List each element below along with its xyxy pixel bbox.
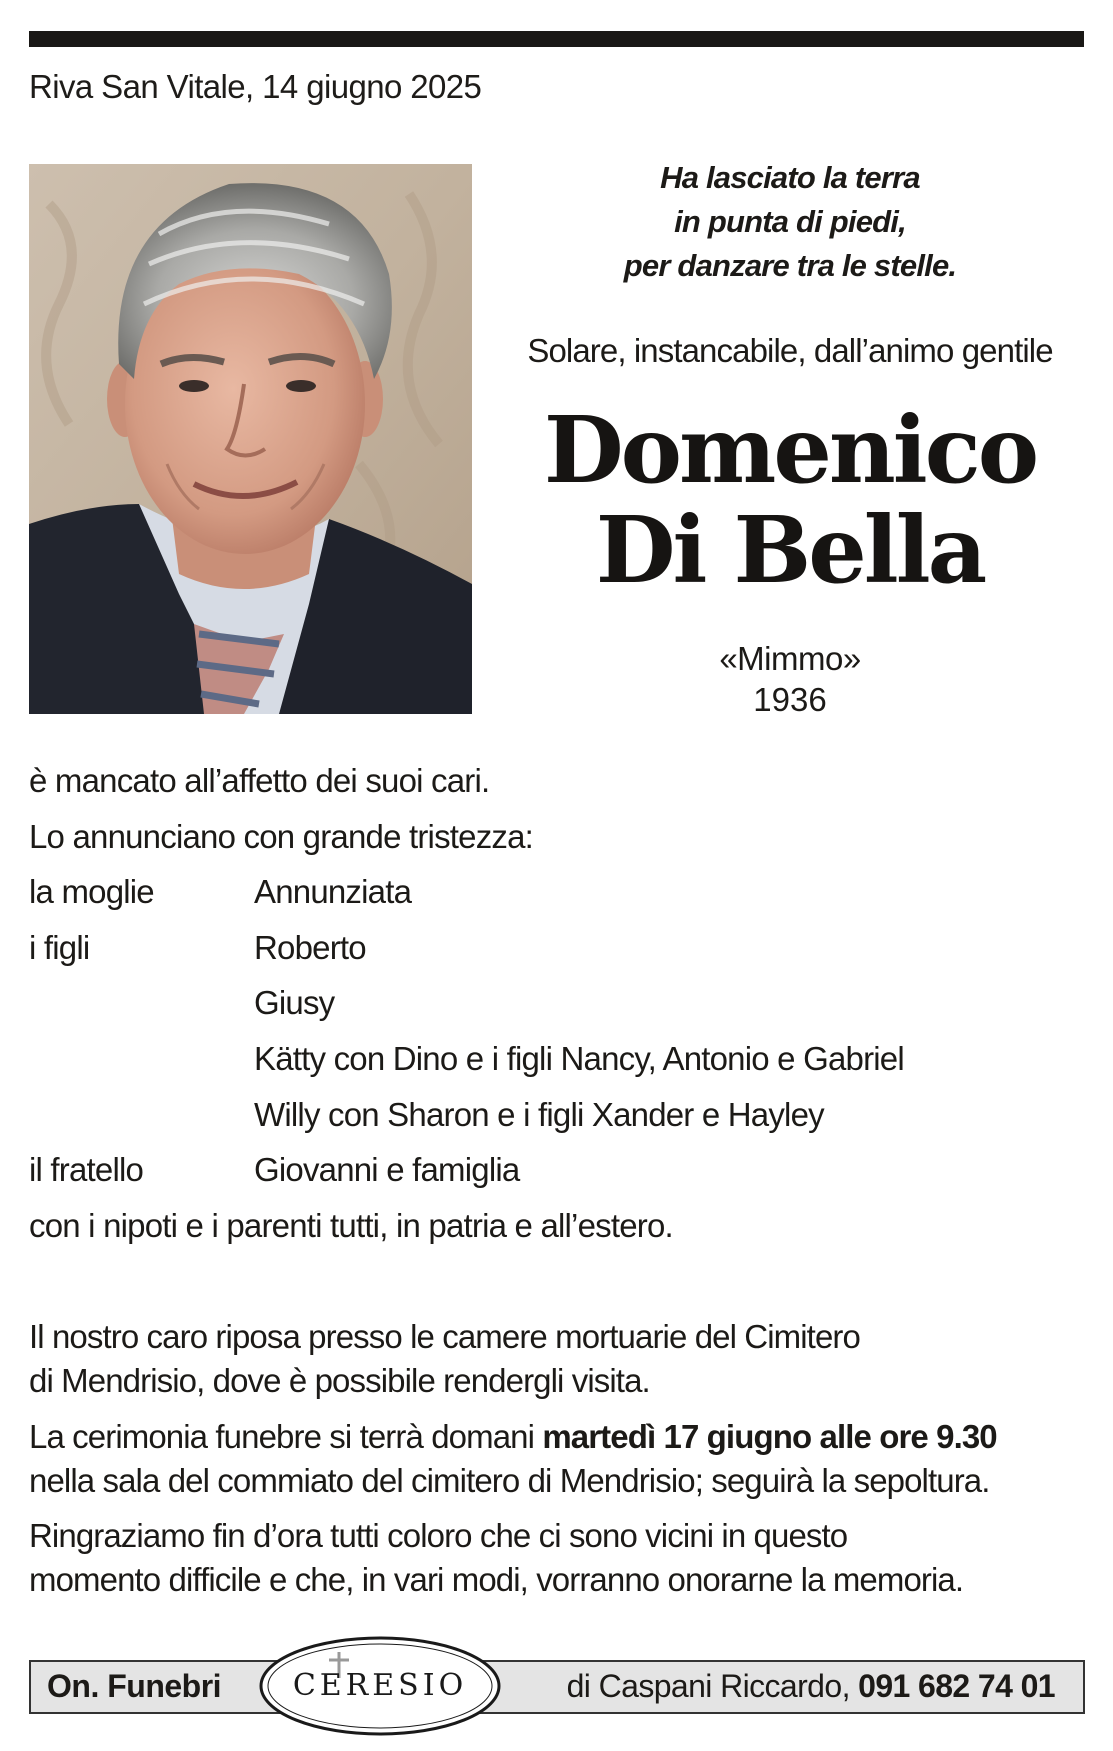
relative-names: Kätty con Dino e i figli Nancy, Antonio e Gabriel [254,1039,904,1077]
place-date: Riva San Vitale, 14 giugno 2025 [29,68,482,105]
relative-row [29,978,1089,1034]
ceremony-line: nella sala del commiato del cimitero di Mendrisio; seguirà la sepoltura. [29,1462,990,1499]
relative-row [29,1145,1089,1201]
portrait-photo [29,164,472,714]
quote-line: per danzare tra le stelle. [623,248,957,283]
announcement [29,756,1089,1256]
rest-paragraph [29,1315,1089,1403]
ceresio-logo [257,1634,503,1738]
relative-row [29,1034,1089,1090]
relation-label: i figli [29,928,90,966]
logo-text: CERESIO [292,1668,468,1703]
tagline: Solare, instancabile, dall’animo gentile [527,332,1053,369]
relation-label: la moglie [29,873,154,911]
relative-names: Roberto [254,928,366,966]
owner-name: di Caspani Riccardo, [566,1668,859,1704]
relative-names: Giovanni e famiglia [254,1151,520,1189]
phone-number: 091 682 74 01 [858,1668,1055,1704]
relative-names: Willy con Sharon e i figli Xander e Hayley [254,1095,824,1133]
funeral-home-contact [567,1668,1055,1705]
nickname: «Mimmo» [719,640,861,677]
funeral-home-label: On. Funebri [47,1668,222,1704]
first-name: Domenico [543,396,1037,504]
relative-row [29,923,1089,979]
relative-row [29,867,1089,923]
intro-line: è mancato all’affetto dei suoi cari. [29,762,490,799]
quote-line: Ha lasciato la terra [660,160,920,195]
thanks-line: momento difficile e che, in vari modi, vorranno onorarne la memoria. [29,1561,964,1598]
rest-line: di Mendrisio, dove è possibile rendergli visita. [29,1362,650,1399]
closing-line: con i nipoti e i parenti tutti, in patria e all’estero. [29,1206,673,1244]
relative-row [29,1090,1089,1146]
relation-label: il fratello [29,1151,144,1189]
top-rule [29,31,1084,47]
relative-names: Annunziata [254,873,412,911]
ceremony-line [29,1415,1089,1459]
rest-line: Il nostro caro riposa presso le camere mortuarie del Cimitero [29,1318,860,1355]
memorial-quote [490,156,1090,288]
relative-names: Giusy [254,984,335,1022]
ceremony-date: martedì 17 giugno alle ore 9.30 [542,1418,997,1455]
ceremony-paragraph [29,1415,1089,1503]
thanks-line: Ringraziamo fin d’ora tutti coloro che ci sono vicini in questo [29,1517,848,1554]
quote-line: in punta di piedi, [674,204,906,239]
funeral-home-footer [29,1660,1085,1714]
ceremony-prefix: La cerimonia funebre si terrà domani [29,1418,543,1455]
thanks-paragraph [29,1514,1089,1602]
last-name: Di Bella [595,496,985,604]
birth-year: 1936 [753,681,827,718]
intro-line: Lo annunciano con grande tristezza: [29,817,534,855]
deceased-name [490,396,1090,604]
